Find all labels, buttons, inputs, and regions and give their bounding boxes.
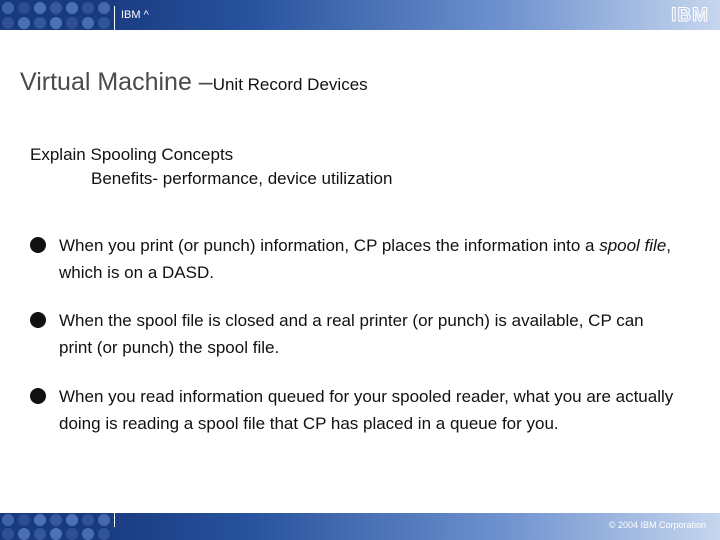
intro-subheading: Benefits- performance, device utilization bbox=[91, 169, 393, 188]
bullet-text-emphasis: spool file bbox=[599, 236, 667, 255]
header-band bbox=[0, 0, 720, 30]
bullet-icon bbox=[30, 312, 46, 328]
copyright-text: © 2004 IBM Corporation bbox=[608, 520, 706, 530]
bullet-icon bbox=[30, 388, 46, 404]
header-label: IBM ^ bbox=[121, 9, 149, 21]
header-tile-pattern bbox=[0, 0, 110, 30]
footer-tile-pattern bbox=[0, 513, 110, 540]
title-subtitle: Unit Record Devices bbox=[212, 75, 368, 94]
title-main: Virtual Machine – bbox=[20, 68, 213, 96]
ibm-logo bbox=[668, 4, 712, 24]
footer-band bbox=[0, 513, 720, 540]
bullet-icon bbox=[30, 237, 46, 253]
header-divider bbox=[114, 6, 115, 30]
footer-divider bbox=[114, 513, 115, 527]
page-title bbox=[20, 68, 368, 97]
bullet-text bbox=[59, 232, 679, 286]
bullet-text: When you read information queued for your spooled reader, what you are actually doing is reading a spool file that CP has placed in a queue for you. bbox=[59, 387, 674, 433]
ibm-logo-text: IBM bbox=[671, 5, 709, 24]
bullet-text: When the spool file is closed and a real printer (or punch) is available, CP can print (or punch) the spool file. bbox=[59, 311, 644, 357]
intro-heading: Explain Spooling Concepts bbox=[30, 145, 234, 164]
bullet-text-before: When you print (or punch) information, CP places the information into a bbox=[59, 236, 600, 255]
bullet-text-after: , which is on a DASD. bbox=[59, 236, 672, 282]
